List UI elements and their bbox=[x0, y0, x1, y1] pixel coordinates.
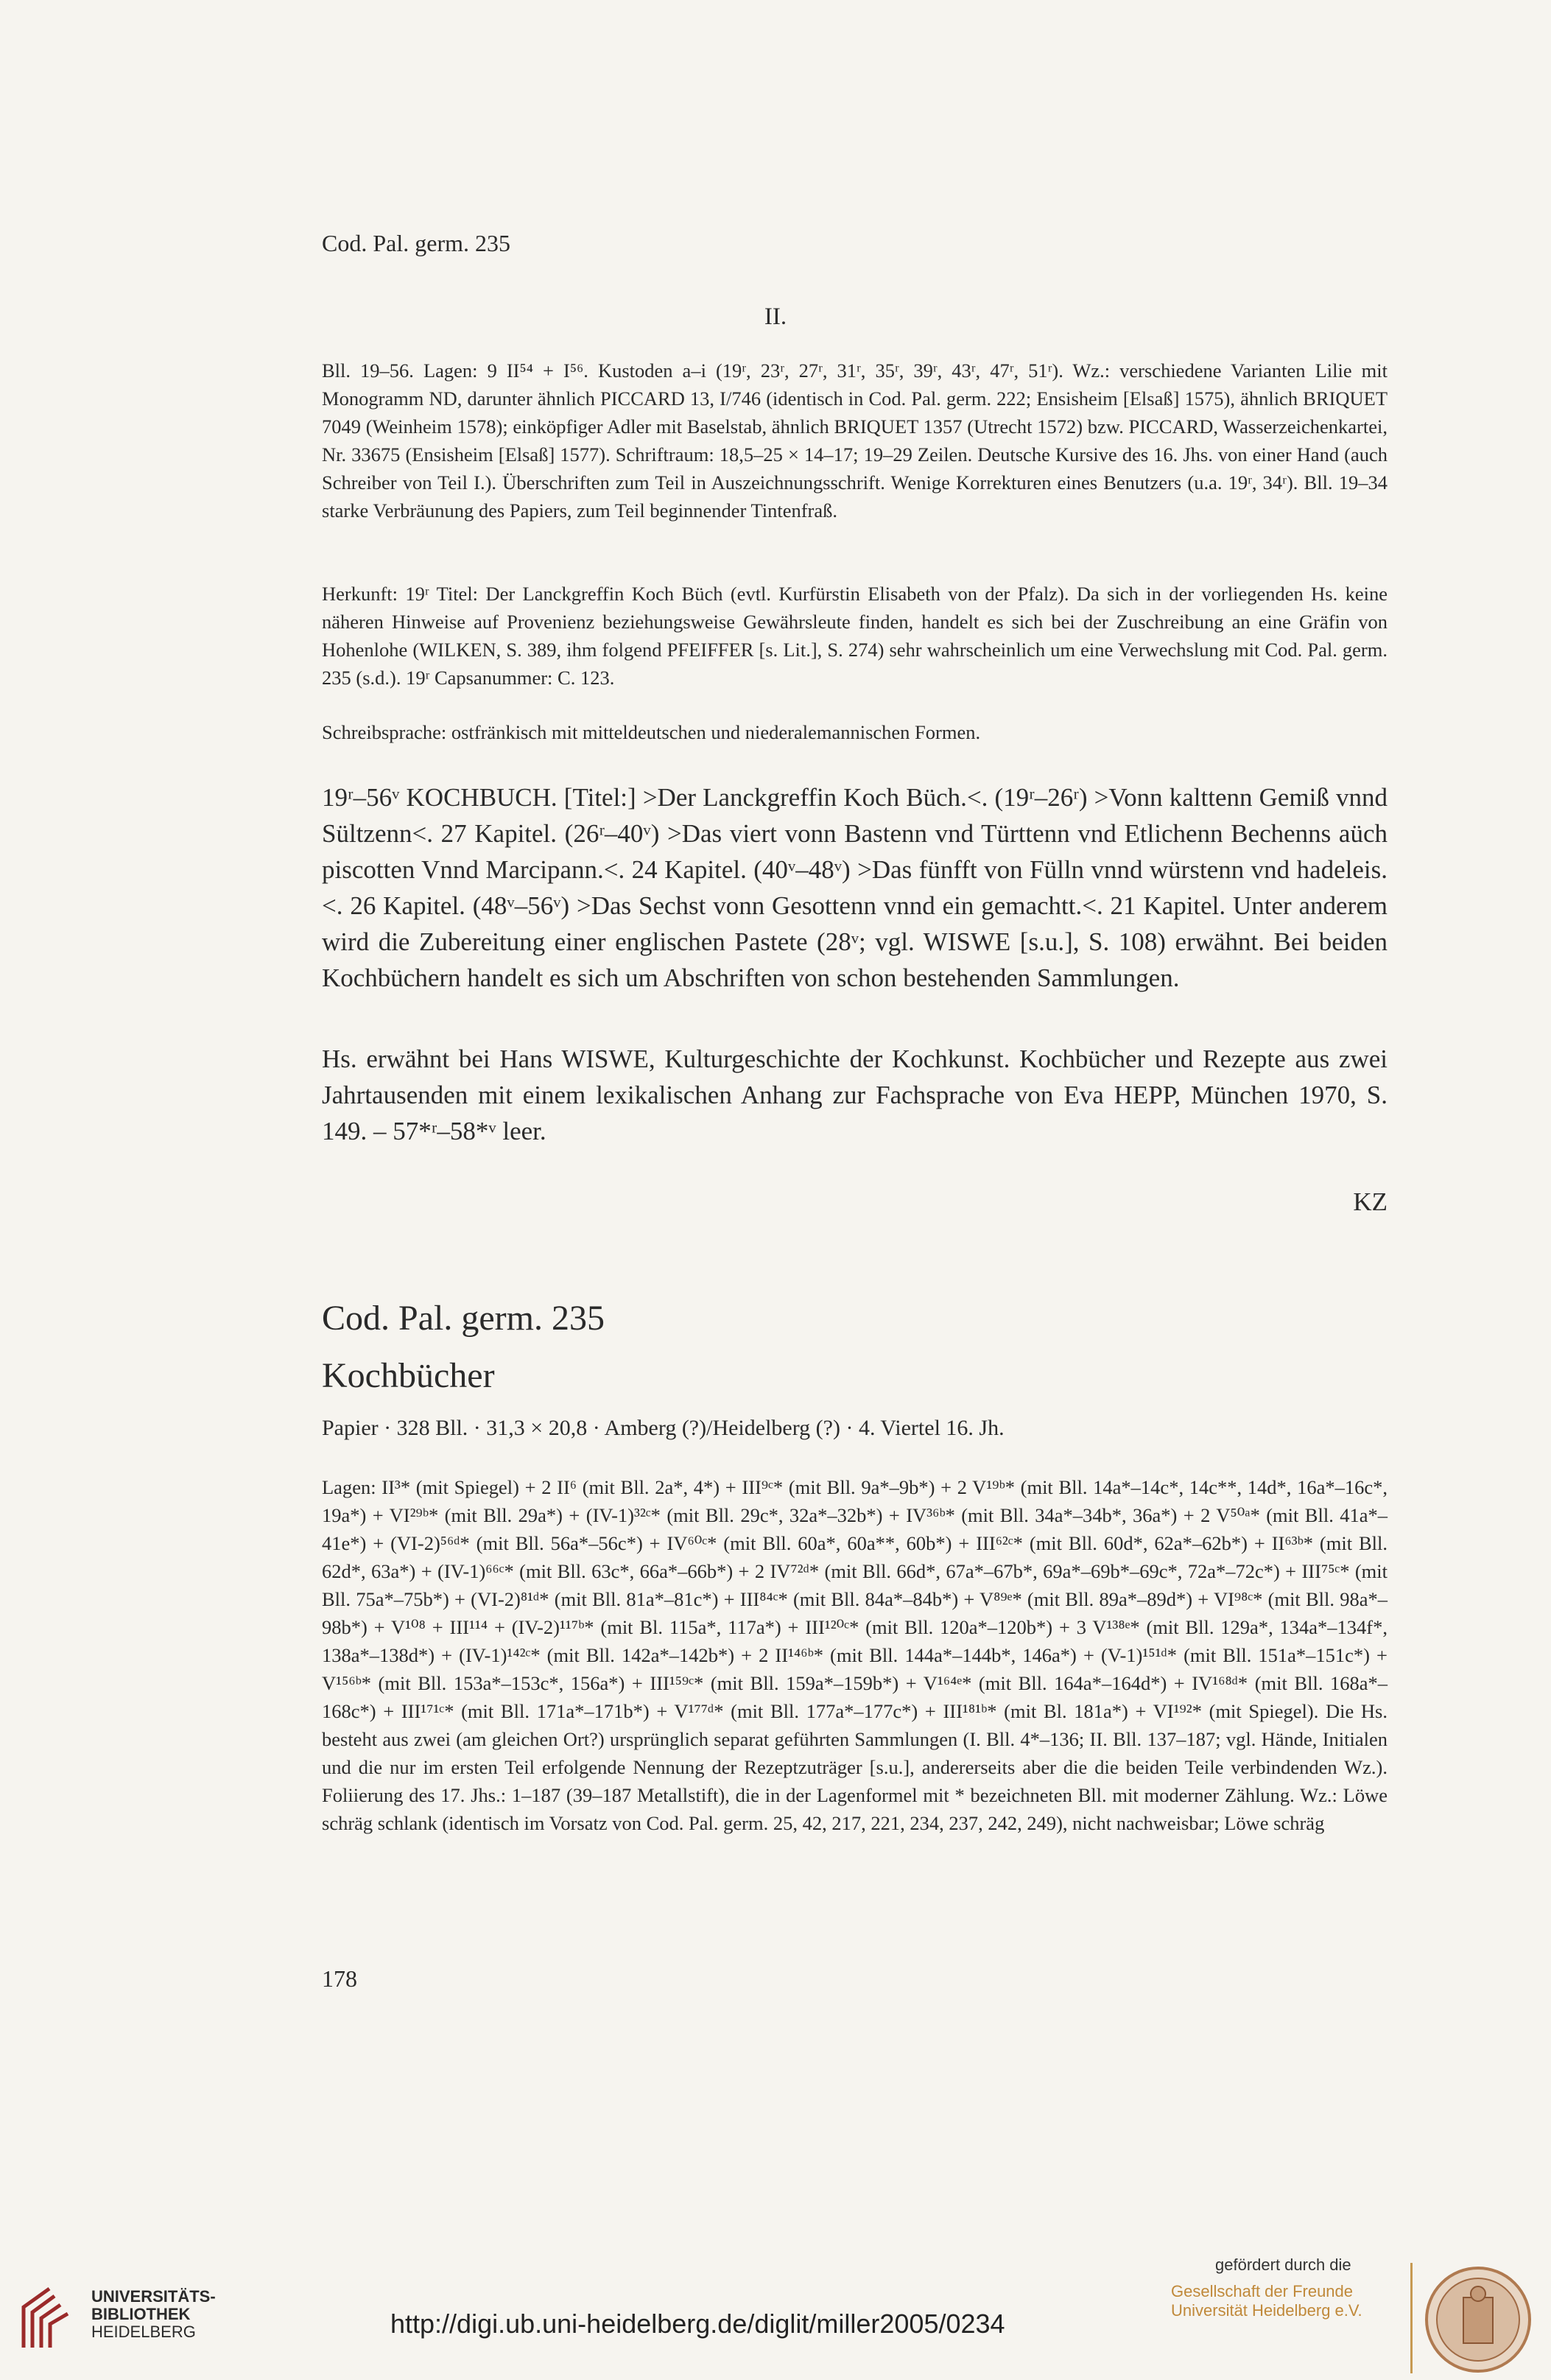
language-paragraph bbox=[322, 718, 1388, 746]
lagen-paragraph bbox=[322, 1473, 1388, 1837]
literature-paragraph bbox=[322, 1041, 1388, 1149]
paragraph-herkunft: Herkunft: 19ʳ Titel: Der Lanckgreffin Koch Büch (evtl. Kurfürstin Elisabeth von der Pfalz). Da sich in der vorliegenden Hs. keine näheren Hinweise auf Provenienz beziehungsweise Gewährsleute finden, handelt es sich bei der Zuschreibung an eine Gräfin von Hohenlohe (WILKEN, S. 389, ihm folgend PFEIFFER [s. Lit.], S. 274) sehr wahrscheinlich um eine Verwechslung mit Cod. Pal. germ. 235 (s.d.). 19ʳ Capsanummer: C. 123. bbox=[322, 583, 1388, 689]
paragraph-literatur: Hs. erwähnt bei Hans WISWE, Kulturgeschichte der Kochkunst. Kochbücher und Rezepte aus zwei Jahrtausenden mit einem lexikalischen Anhang zur Fachsprache von Eva HEPP, München 1970, S. 149. – 57*ʳ–58*ᵛ leer. bbox=[322, 1045, 1388, 1145]
university-seal-icon bbox=[1423, 2264, 1533, 2375]
library-name bbox=[91, 2288, 216, 2341]
page-number: 178 bbox=[322, 1965, 357, 1992]
library-line-2: BIBLIOTHEK bbox=[91, 2305, 191, 2323]
running-head: Cod. Pal. germ. 235 bbox=[322, 230, 510, 256]
sponsor-intro: gefördert durch die bbox=[1215, 2256, 1351, 2274]
codicology-paragraph bbox=[322, 357, 1388, 524]
contents-paragraph bbox=[322, 779, 1388, 996]
paragraph-lagen-part2: Bll. 19–56. Lagen: 9 II⁵⁴ + I⁵⁶. Kustoden a–i (19ʳ, 23ʳ, 27ʳ, 31ʳ, 35ʳ, 39ʳ, 43ʳ, 47ʳ, 51ʳ). Wz.: verschiedene Varianten Lilie mit Monogramm ND, darunter ähnlich PICCARD 13, I/746 (identisch in Cod. Pal. germ. 222; Ensisheim [Elsaß] 1575), ähnlich BRIQUET 7049 (Weinheim 1578); einköpfiger Adler mit Baselstab, ähnlich BRIQUET 1357 (Utrecht 1572) bzw. PICCARD, Wasserzeichenkartei, Nr. 33675 (Ensisheim [Elsaß] 1577). Schriftraum: 18,5–25 × 14–17; 19–29 Zeilen. Deutsche Kursive des 16. Jhs. von einer Hand (auch Schreiber von Teil I.). Überschriften zum Teil in Auszeichnungsschrift. Wenige Korrekturen eines Benutzers (u.a. 19ʳ, 34ʳ). Bll. 19–34 starke Verbräunung des Papiers, zum Teil beginnender Tintenfraß. bbox=[322, 359, 1388, 522]
ub-heidelberg-logo-icon bbox=[16, 2281, 82, 2351]
section-number: II. bbox=[764, 303, 787, 330]
provenance-paragraph bbox=[322, 580, 1388, 692]
footer-bar bbox=[0, 2182, 1551, 2380]
library-line-3: HEIDELBERG bbox=[91, 2323, 196, 2341]
sponsor-line-1: Gesellschaft der Freunde bbox=[1171, 2282, 1354, 2300]
paragraph-lagen: Lagen: II³* (mit Spiegel) + 2 II⁶ (mit Bll. 2a*, 4*) + III⁹ᶜ* (mit Bll. 9a*–9b*) + 2 V¹⁹ᵇ* (mit Bll. 14a*–14c*, 14c**, 14d*, 16a*–16c*, 19a*) + VI²⁹ᵇ* (mit Bll. 29a*) + (IV-1)³²ᶜ* (mit Bll. 29c*, 32a*–32b*) + IV³⁶ᵇ* (mit Bll. 34a*–34b*, 36a*) + 2 V⁵⁰ᵃ* (mit Bll. 41a*–41e*) + (VI-2)⁵⁶ᵈ* (mit Bll. 56a*–56c*) + IV⁶⁰ᶜ* (mit Bll. 60a*, 60a**, 60b*) + III⁶²ᶜ* (mit Bll. 60d*, 62a*–62b*) + II⁶³ᵇ* (mit Bll. 62d*, 63a*) + (IV-1)⁶⁶ᶜ* (mit Bll. 63c*, 66a*–66b*) + 2 IV⁷²ᵈ* (mit Bll. 66d*, 67a*–67b*, 69a*–69b*–69c*, 72a*–72c*) + III⁷⁵ᶜ* (mit Bll. 75a*–75b*) + (VI-2)⁸¹ᵈ* (mit Bll. 81a*–81c*) + III⁸⁴ᶜ* (mit Bll. 84a*–84b*) + V⁸⁹ᵉ* (mit Bll. 89a*–89d*) + VI⁹⁸ᶜ* (mit Bll. 98a*–98b*) + V¹⁰⁸ + III¹¹⁴ + (IV-2)¹¹⁷ᵇ* (mit Bl. 115a*, 117a*) + III¹²⁰ᶜ* (mit Bll. 120a*–120b*) + 3 V¹³⁸ᵉ* (mit Bll. 129a*, 134a*–134f*, 138a*–138d*) + (IV-1)¹⁴²ᶜ* (mit Bll. 142a*–142b*) + 2 II¹⁴⁶ᵇ* (mit Bll. 144a*–144b*, 146a*) + (V-1)¹⁵¹ᵈ* (mit Bll. 151a*–151c*) + V¹⁵⁶ᵇ* (mit Bll. 153a*–153c*, 156a*) + III¹⁵⁹ᶜ* (mit Bll. 159a*–159b*) + V¹⁶⁴ᵉ* (mit Bll. 164a*–164d*) + IV¹⁶⁸ᵈ* (mit Bll. 168a*–168c*) + III¹⁷¹ᶜ* (mit Bll. 171a*–171b*) + V¹⁷⁷ᵈ* (mit Bll. 177a*–177c*) + III¹⁸¹ᵇ* (mit Bl. 181a*) + VI¹⁹²* (mit Spiegel). Die Hs. besteht aus zwei (am gleichen Ort?) ursprünglich separat geführten Sammlungen (I. Bll. 4*–136; II. Bll. 137–187; vgl. Hände, Initialen und die nur im ersten Teil erfolgende Nennung der Rezeptzuträger [s.u.], andererseits aber die die beiden Teile verbindenden Wz.). Foliierung des 17. Jhs.: 1–187 (39–187 Metallstift), die in der Lagenformel mit * bezeichneten Bll. mit moderner Zählung. Wz.: Löwe schräg schlank (identisch im Vorsatz von Cod. Pal. germ. 25, 42, 217, 221, 234, 237, 242, 249), nicht nachweisbar; Löwe schräg bbox=[322, 1476, 1388, 1834]
paragraph-kochbuch: 19ʳ–56ᵛ KOCHBUCH. [Titel:] >Der Lanckgreffin Koch Büch.<. (19ʳ–26ʳ) >Vonn kalttenn Gemiß vnnd Sültzenn<. 27 Kapitel. (26ʳ–40ᵛ) >Das viert vonn Bastenn vnd Türttenn vnd Etlichenn Bechenns aüch piscotten Vnnd Marcipann.<. 24 Kapitel. (40ᵛ–48ᵛ) >Das fünfft von Fülln vnnd würstenn vnd hadeleis.<. 26 Kapitel. (48ᵛ–56ᵛ) >Das Sechst vonn Gesottenn vnnd ein gemachtt.<. 21 Kapitel. Unter anderem wird die Zubereitung einer englischen Pastete (28ᵛ; vgl. WISWE [s.u.], S. 108) erwähnt. Bei beiden Kochbüchern handelt es sich um Abschriften von schon bestehenden Sammlungen. bbox=[322, 783, 1388, 992]
codex-subtitle: Kochbücher bbox=[322, 1356, 495, 1395]
sponsor-line-2: Universität Heidelberg e.V. bbox=[1171, 2301, 1362, 2320]
library-line-1: UNIVERSITÄTS- bbox=[91, 2287, 216, 2306]
source-url-link[interactable]: http://digi.ub.uni-heidelberg.de/diglit/miller2005/0234 bbox=[390, 2309, 1005, 2339]
footer-divider bbox=[1410, 2263, 1413, 2373]
author-initials: KZ bbox=[1353, 1187, 1388, 1216]
codex-meta: Papier · 328 Bll. · 31,3 × 20,8 · Amberg (?)/Heidelberg (?) · 4. Viertel 16. Jh. bbox=[322, 1416, 1005, 1440]
codex-title: Cod. Pal. germ. 235 bbox=[322, 1299, 605, 1338]
paragraph-schreibsprache: Schreibsprache: ostfränkisch mit mitteldeutschen und niederalemannischen Formen. bbox=[322, 721, 981, 743]
sponsor-block bbox=[1171, 2256, 1362, 2320]
